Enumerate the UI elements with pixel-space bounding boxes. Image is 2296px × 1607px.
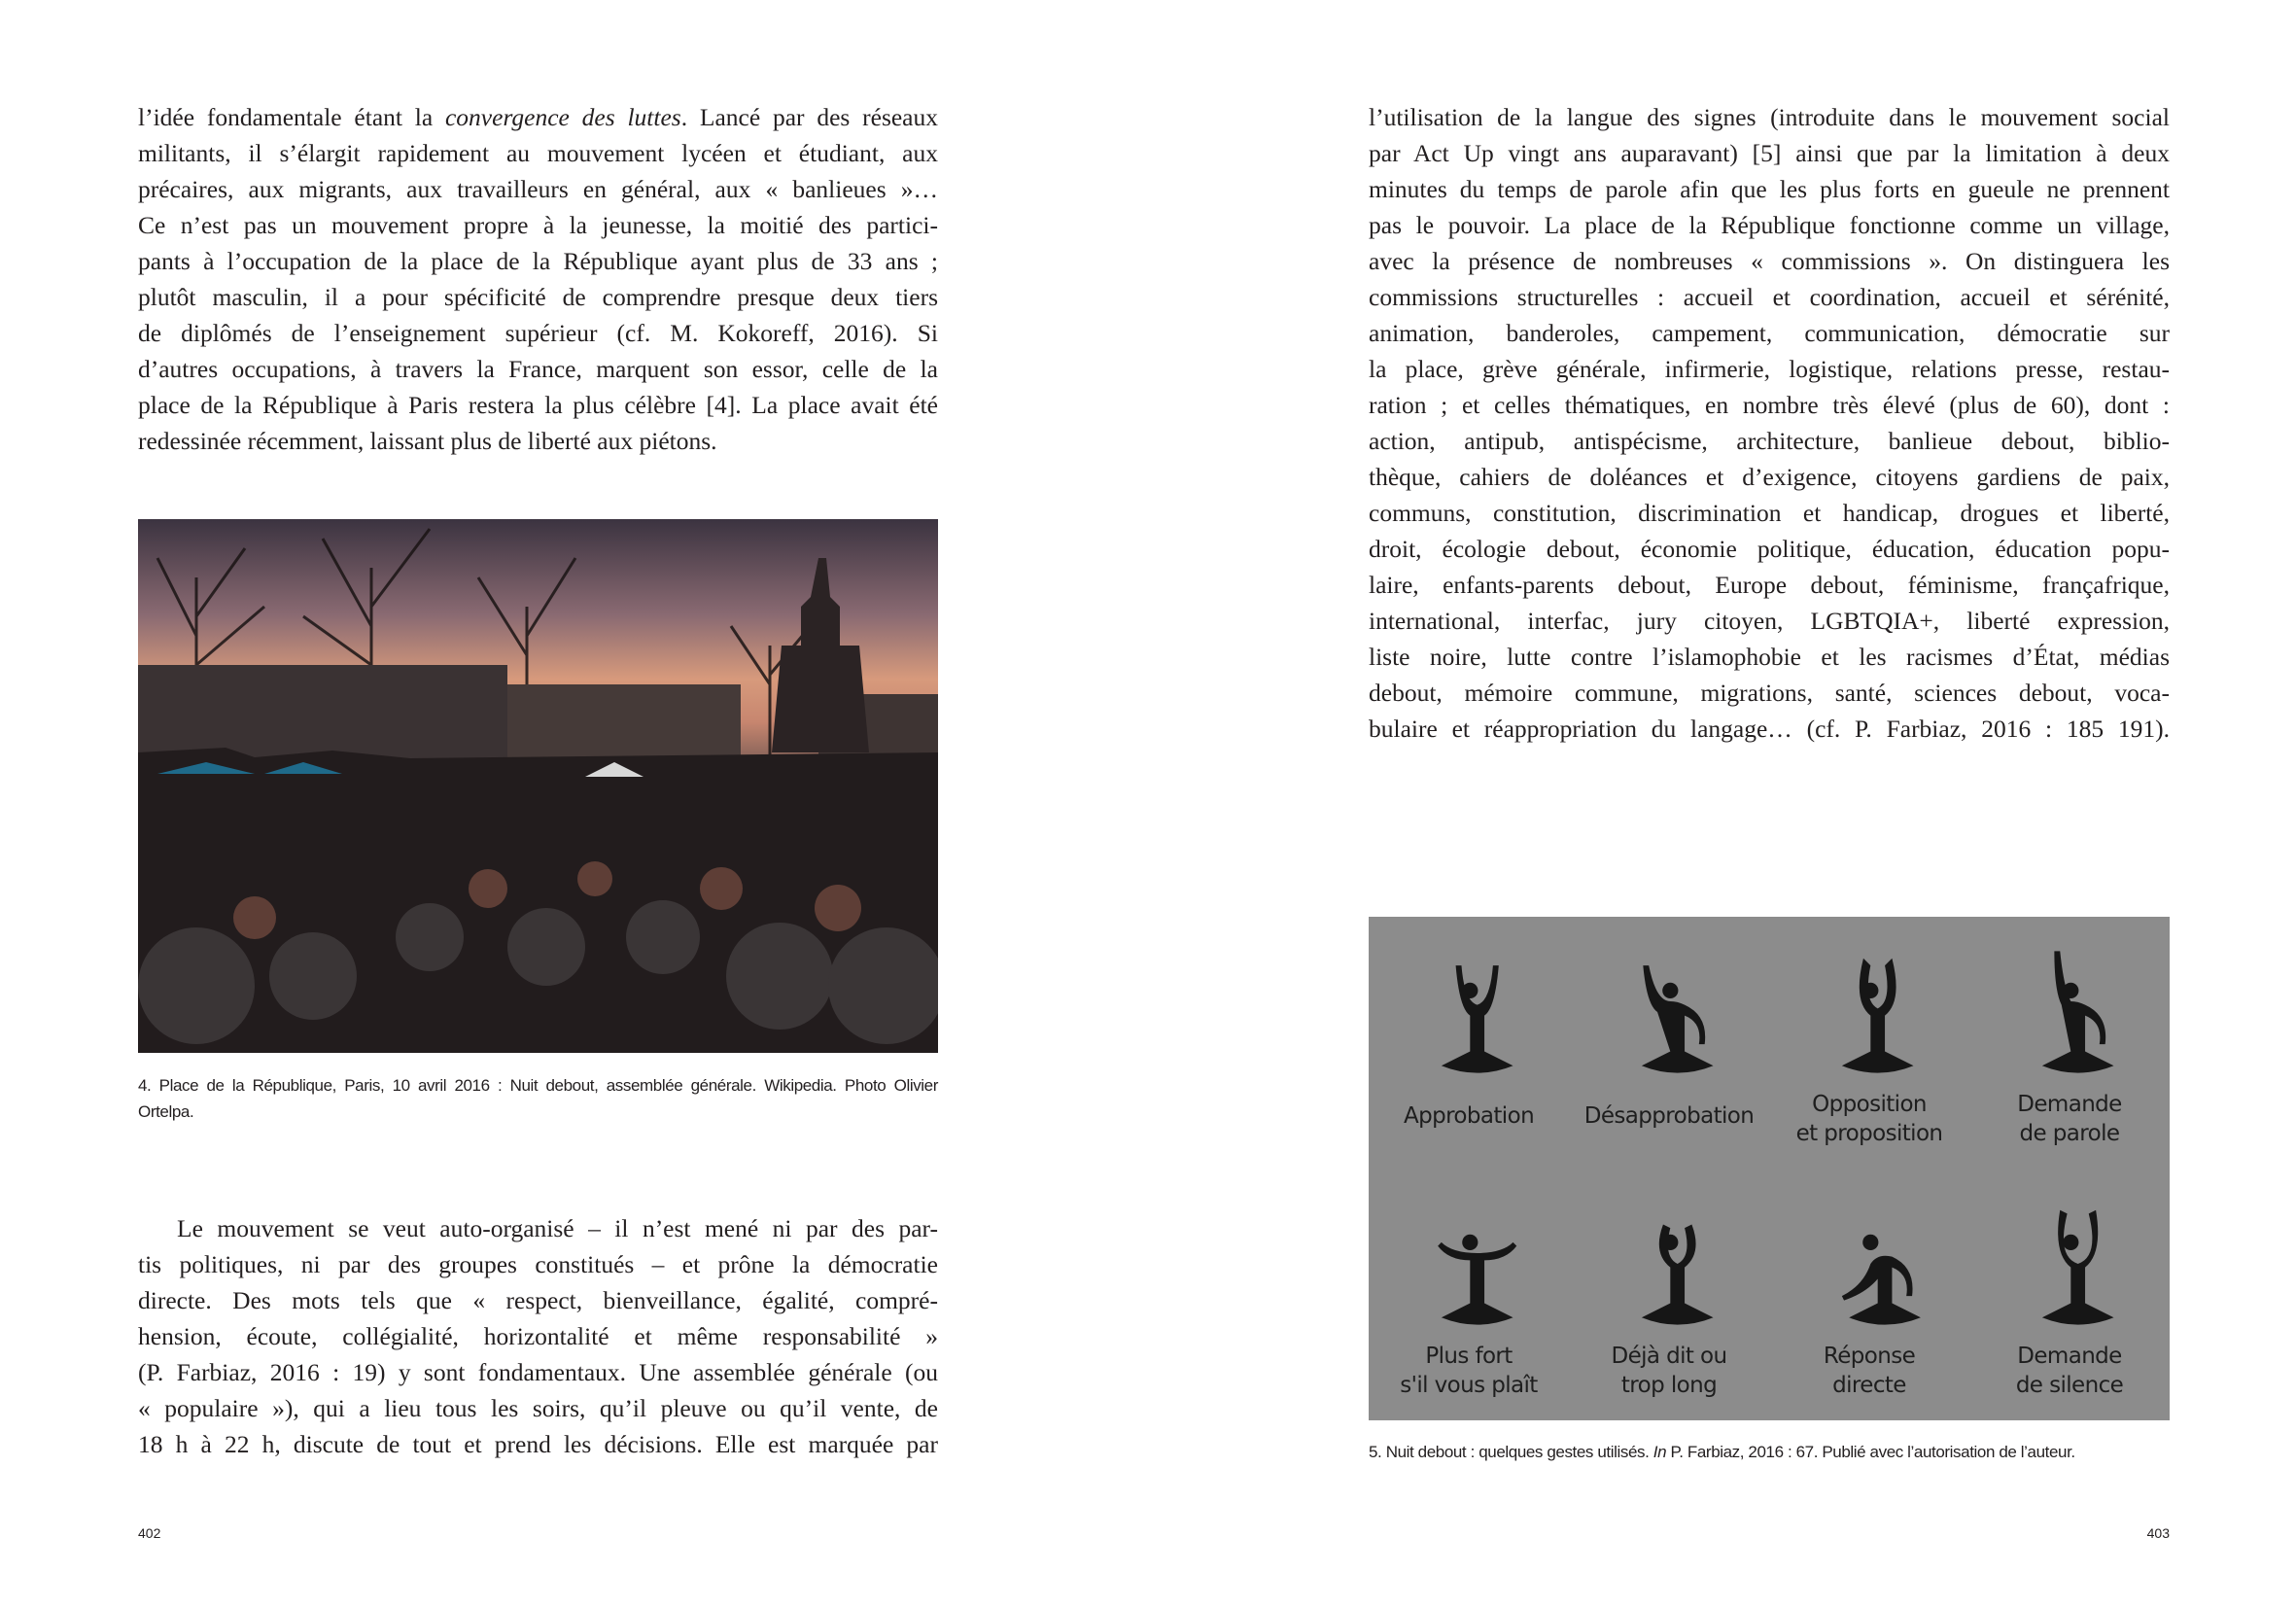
caption-text: 5. Nuit debout : quelques gestes utilisés. — [1369, 1443, 1653, 1461]
caption-text: P. Farbiaz, 2016 : 67. Publié avec l’autorisation de l’auteur. — [1666, 1443, 2075, 1461]
italic-phrase: convergence des luttes — [444, 103, 681, 131]
caption-line: Ortelpa. — [138, 1102, 194, 1121]
figure-5-caption — [1369, 1439, 2170, 1465]
text-line: Le mouvement se veut auto-organisé – il n’est mené ni par des par- — [177, 1214, 938, 1242]
gesture-cell — [1969, 917, 2170, 1169]
text-line: plutôt masculin, il a pour spécificité de comprendre presque deux tiers — [138, 283, 938, 311]
text-line: liste noire, lutte contre l’islamophobie et les racismes d’État, médias — [1369, 643, 2170, 671]
gesture-label: Réponse — [1823, 1344, 1916, 1369]
gesture-label: Opposition — [1812, 1092, 1927, 1117]
text-line: droit, écologie debout, économie politique, éducation, éducation popu- — [1369, 535, 2170, 563]
right-page-paragraph-1 — [1369, 99, 2170, 747]
seated-figure-icon — [1821, 944, 1928, 1080]
text-segment: . Lancé par des réseaux — [680, 103, 939, 131]
gesture-label: de parole — [2019, 1121, 2120, 1146]
gesture-label: de silence — [2015, 1373, 2124, 1398]
page-number-right: 403 — [2146, 1525, 2170, 1541]
text-segment: l’idée fondamentale étant la — [138, 103, 445, 131]
text-line: ration ; et celles thématiques, en nombre très élevé (plus de 60), dont : — [1369, 391, 2170, 419]
gesture-label: directe — [1832, 1373, 1906, 1398]
gesture-label: trop long — [1620, 1373, 1718, 1398]
seated-figure-icon — [2021, 944, 2128, 1080]
crowd-photo-illustration — [138, 519, 938, 1053]
gesture-cell — [1769, 1169, 1969, 1420]
gesture-cell — [1369, 917, 1569, 1169]
gesture-label: Déjà dit ou — [1611, 1344, 1727, 1369]
caption-line: 4. Place de la République, Paris, 10 avril 2016 : Nuit debout, assemblée générale. Wikipedia. Photo Olivier — [138, 1076, 938, 1095]
text-line: minutes du temps de parole afin que les plus forts en gueule ne prennent — [1369, 175, 2170, 203]
text-line: communs, constitution, discrimination et handicap, drogues et liberté, — [1369, 499, 2170, 527]
text-line: l’utilisation de la langue des signes (introduite dans le mouvement social — [1369, 103, 2170, 131]
seated-figure-icon — [2021, 1196, 2128, 1332]
text-line: pas le pouvoir. La place de la République fonctionne comme un village, — [1369, 211, 2170, 239]
gesture-cell — [1569, 917, 1769, 1169]
photo-place-de-la-republique — [138, 519, 938, 1053]
figure-4-caption — [138, 1072, 938, 1125]
left-page-paragraph-1 — [138, 99, 938, 459]
text-line: militants, il s’élargit rapidement au mouvement lycéen et étudiant, aux — [138, 139, 938, 167]
seated-figure-icon — [1620, 1196, 1727, 1332]
seated-figure-icon — [1620, 944, 1727, 1080]
text-line: « populaire »), qui a lieu tous les soirs, qu’il pleuve ou qu’il vente, de — [138, 1394, 938, 1422]
text-line: précaires, aux migrants, aux travailleurs en général, aux « banlieues »… — [138, 175, 938, 203]
text-lines — [138, 135, 938, 459]
text-line: par Act Up vingt ans auparavant) [5] ainsi que par la limitation à deux — [1369, 139, 2170, 167]
text-line: pants à l’occupation de la place de la République ayant plus de 33 ans ; — [138, 247, 938, 275]
gesture-cell — [1969, 1169, 2170, 1420]
text-line: avec la présence de nombreuses « commissions ». On distinguera les — [1369, 247, 2170, 275]
text-line: international, interfac, jury citoyen, LGBTQIA+, liberté expression, — [1369, 607, 2170, 635]
figure-5-gestures-image — [1369, 917, 2170, 1420]
text-line: (P. Farbiaz, 2016 : 19) y sont fondamentaux. Une assemblée générale (ou — [138, 1358, 938, 1386]
gesture-label: s'il vous plaît — [1400, 1373, 1538, 1398]
caption-italic: In — [1652, 1443, 1667, 1461]
left-page-paragraph-2 — [138, 1210, 938, 1462]
text-line: animation, banderoles, campement, communication, démocratie sur — [1369, 319, 2170, 347]
gesture-label: Désapprobation — [1583, 1103, 1755, 1129]
text-line: laire, enfants-parents debout, Europe debout, féminisme, françafrique, — [1369, 571, 2170, 599]
gesture-cell — [1769, 917, 1969, 1169]
text-line: action, antipub, antispécisme, architecture, banlieue debout, biblio- — [1369, 427, 2170, 455]
gesture-label: Plus fort — [1425, 1344, 1513, 1369]
text-line: debout, mémoire commune, migrations, santé, sciences debout, voca- — [1369, 679, 2170, 707]
page-number-left: 402 — [138, 1525, 161, 1541]
text-line: de diplômés de l’enseignement supérieur (cf. M. Kokoreff, 2016). Si — [138, 319, 938, 347]
gesture-label: Demande — [2017, 1344, 2122, 1369]
gesture-cell — [1569, 1169, 1769, 1420]
text-line: Ce n’est pas un mouvement propre à la jeunesse, la moitié des partici- — [138, 211, 938, 239]
seated-figure-icon — [1821, 1196, 1928, 1332]
gesture-label: Approbation — [1403, 1103, 1535, 1129]
text-line — [138, 99, 938, 135]
text-line: la place, grève générale, infirmerie, logistique, relations presse, restau- — [1369, 355, 2170, 383]
seated-figure-icon — [1420, 944, 1527, 1080]
text-line: place de la République à Paris restera la plus célèbre [4]. La place avait été — [138, 391, 938, 419]
gesture-label: Demande — [2017, 1092, 2122, 1117]
text-line: bulaire et réappropriation du langage… (cf. P. Farbiaz, 2016 : 185 191). — [1369, 715, 2170, 743]
text-line: commissions structurelles : accueil et coordination, accueil et sérénité, — [1369, 283, 2170, 311]
seated-figure-icon — [1420, 1196, 1527, 1332]
text-line: 18 h à 22 h, discute de tout et prend les décisions. Elle est marquée par — [138, 1430, 938, 1458]
text-line: hension, écoute, collégialité, horizontalité et même responsabilité » — [138, 1322, 938, 1350]
text-line: tis politiques, ni par des groupes constitués – et prône la démocratie — [138, 1250, 938, 1278]
gesture-cell — [1369, 1169, 1569, 1420]
text-line: d’autres occupations, à travers la France, marquent son essor, celle de la — [138, 355, 938, 383]
text-line: directe. Des mots tels que « respect, bienveillance, égalité, compré- — [138, 1286, 938, 1314]
gesture-label: et proposition — [1795, 1121, 1943, 1146]
text-line: redessinée récemment, laissant plus de liberté aux piétons. — [138, 427, 717, 455]
text-line: thèque, cahiers de doléances et d’exigence, citoyens gardiens de paix, — [1369, 463, 2170, 491]
